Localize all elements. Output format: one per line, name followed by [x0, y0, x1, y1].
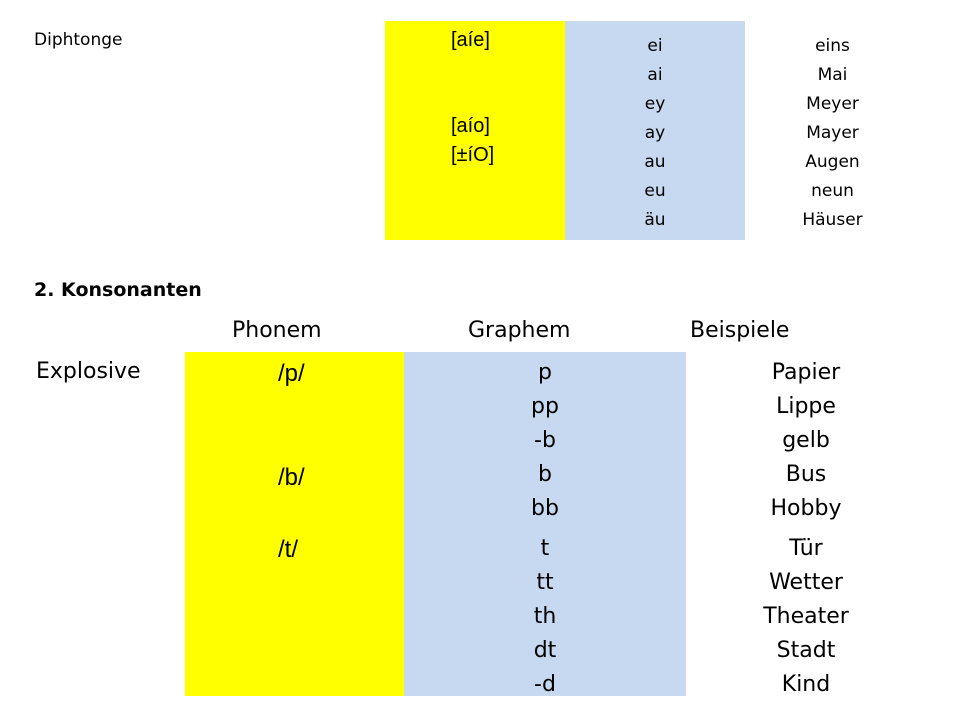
explosive-grapheme: bb [531, 496, 559, 521]
explosive-example: Wetter [769, 570, 843, 595]
explosive-label: Explosive [36, 359, 141, 384]
diphthong-example: Meyer [806, 94, 859, 114]
grapheme-group-p [404, 356, 686, 458]
explosive-grapheme: pp [531, 394, 559, 419]
header-beispiele: Beispiele [690, 318, 790, 343]
explosive-example: Papier [771, 360, 841, 385]
explosive-grapheme: b [538, 462, 552, 487]
explosive-grapheme: th [533, 604, 557, 629]
explosive-grapheme: tt [536, 570, 554, 595]
explosive-grapheme-cell [404, 352, 686, 696]
explosive-grapheme: dt [533, 638, 557, 663]
explosive-phoneme: /t/ [278, 536, 299, 563]
explosive-example: Stadt [776, 638, 836, 663]
example-group-b [686, 458, 926, 526]
header-phonem: Phonem [232, 318, 322, 343]
explosive-grapheme: t [540, 536, 550, 561]
explosive-example: Tür [789, 536, 823, 561]
grapheme-group-b [404, 458, 686, 526]
diphthong-example: Mai [817, 65, 848, 85]
explosive-example: gelb [782, 428, 830, 453]
section-title: 2. Konsonanten [34, 279, 202, 301]
diphthong-example-cell [745, 21, 920, 240]
diphthong-label: Diphtonge [34, 30, 123, 50]
explosive-example: Theater [763, 604, 849, 629]
diphthong-example: Augen [805, 152, 860, 172]
diphthong-example: neun [811, 181, 854, 201]
diphthong-grapheme: ai [647, 65, 663, 85]
diphthong-grapheme: ey [644, 94, 666, 114]
explosive-phoneme: /p/ [278, 360, 305, 387]
diphthong-phoneme: [±íO] [451, 144, 495, 166]
explosive-phoneme: /b/ [278, 464, 305, 491]
explosive-example: Kind [781, 672, 831, 697]
grapheme-group-t [404, 532, 686, 702]
explosive-grapheme: p [538, 360, 552, 385]
example-group-p [686, 356, 926, 458]
diphthong-phoneme-cell [385, 21, 565, 240]
explosive-example-cell [686, 352, 926, 696]
diphthong-grapheme: äu [644, 210, 666, 230]
diphthong-grapheme: eu [644, 181, 666, 201]
explosive-phoneme-cell [185, 352, 404, 696]
explosive-example: Bus [785, 462, 827, 487]
explosive-grapheme: -d [534, 672, 556, 697]
diphthong-grapheme-cell [565, 21, 745, 240]
diphthong-grapheme: ei [647, 36, 663, 56]
diphthong-example: Häuser [802, 210, 863, 230]
diphthong-example: Mayer [806, 123, 859, 143]
diphthong-example: eins [815, 36, 850, 56]
explosive-example: Lippe [776, 394, 836, 419]
explosive-example: Hobby [770, 496, 842, 521]
diphthong-phoneme: [aío] [451, 115, 490, 137]
diphthong-grapheme: au [644, 152, 666, 172]
explosive-grapheme: -b [534, 428, 556, 453]
diphthong-grapheme: ay [644, 123, 666, 143]
example-group-t [686, 532, 926, 702]
diphthong-phoneme: [aíe] [451, 29, 490, 51]
header-graphem: Graphem [468, 318, 571, 343]
